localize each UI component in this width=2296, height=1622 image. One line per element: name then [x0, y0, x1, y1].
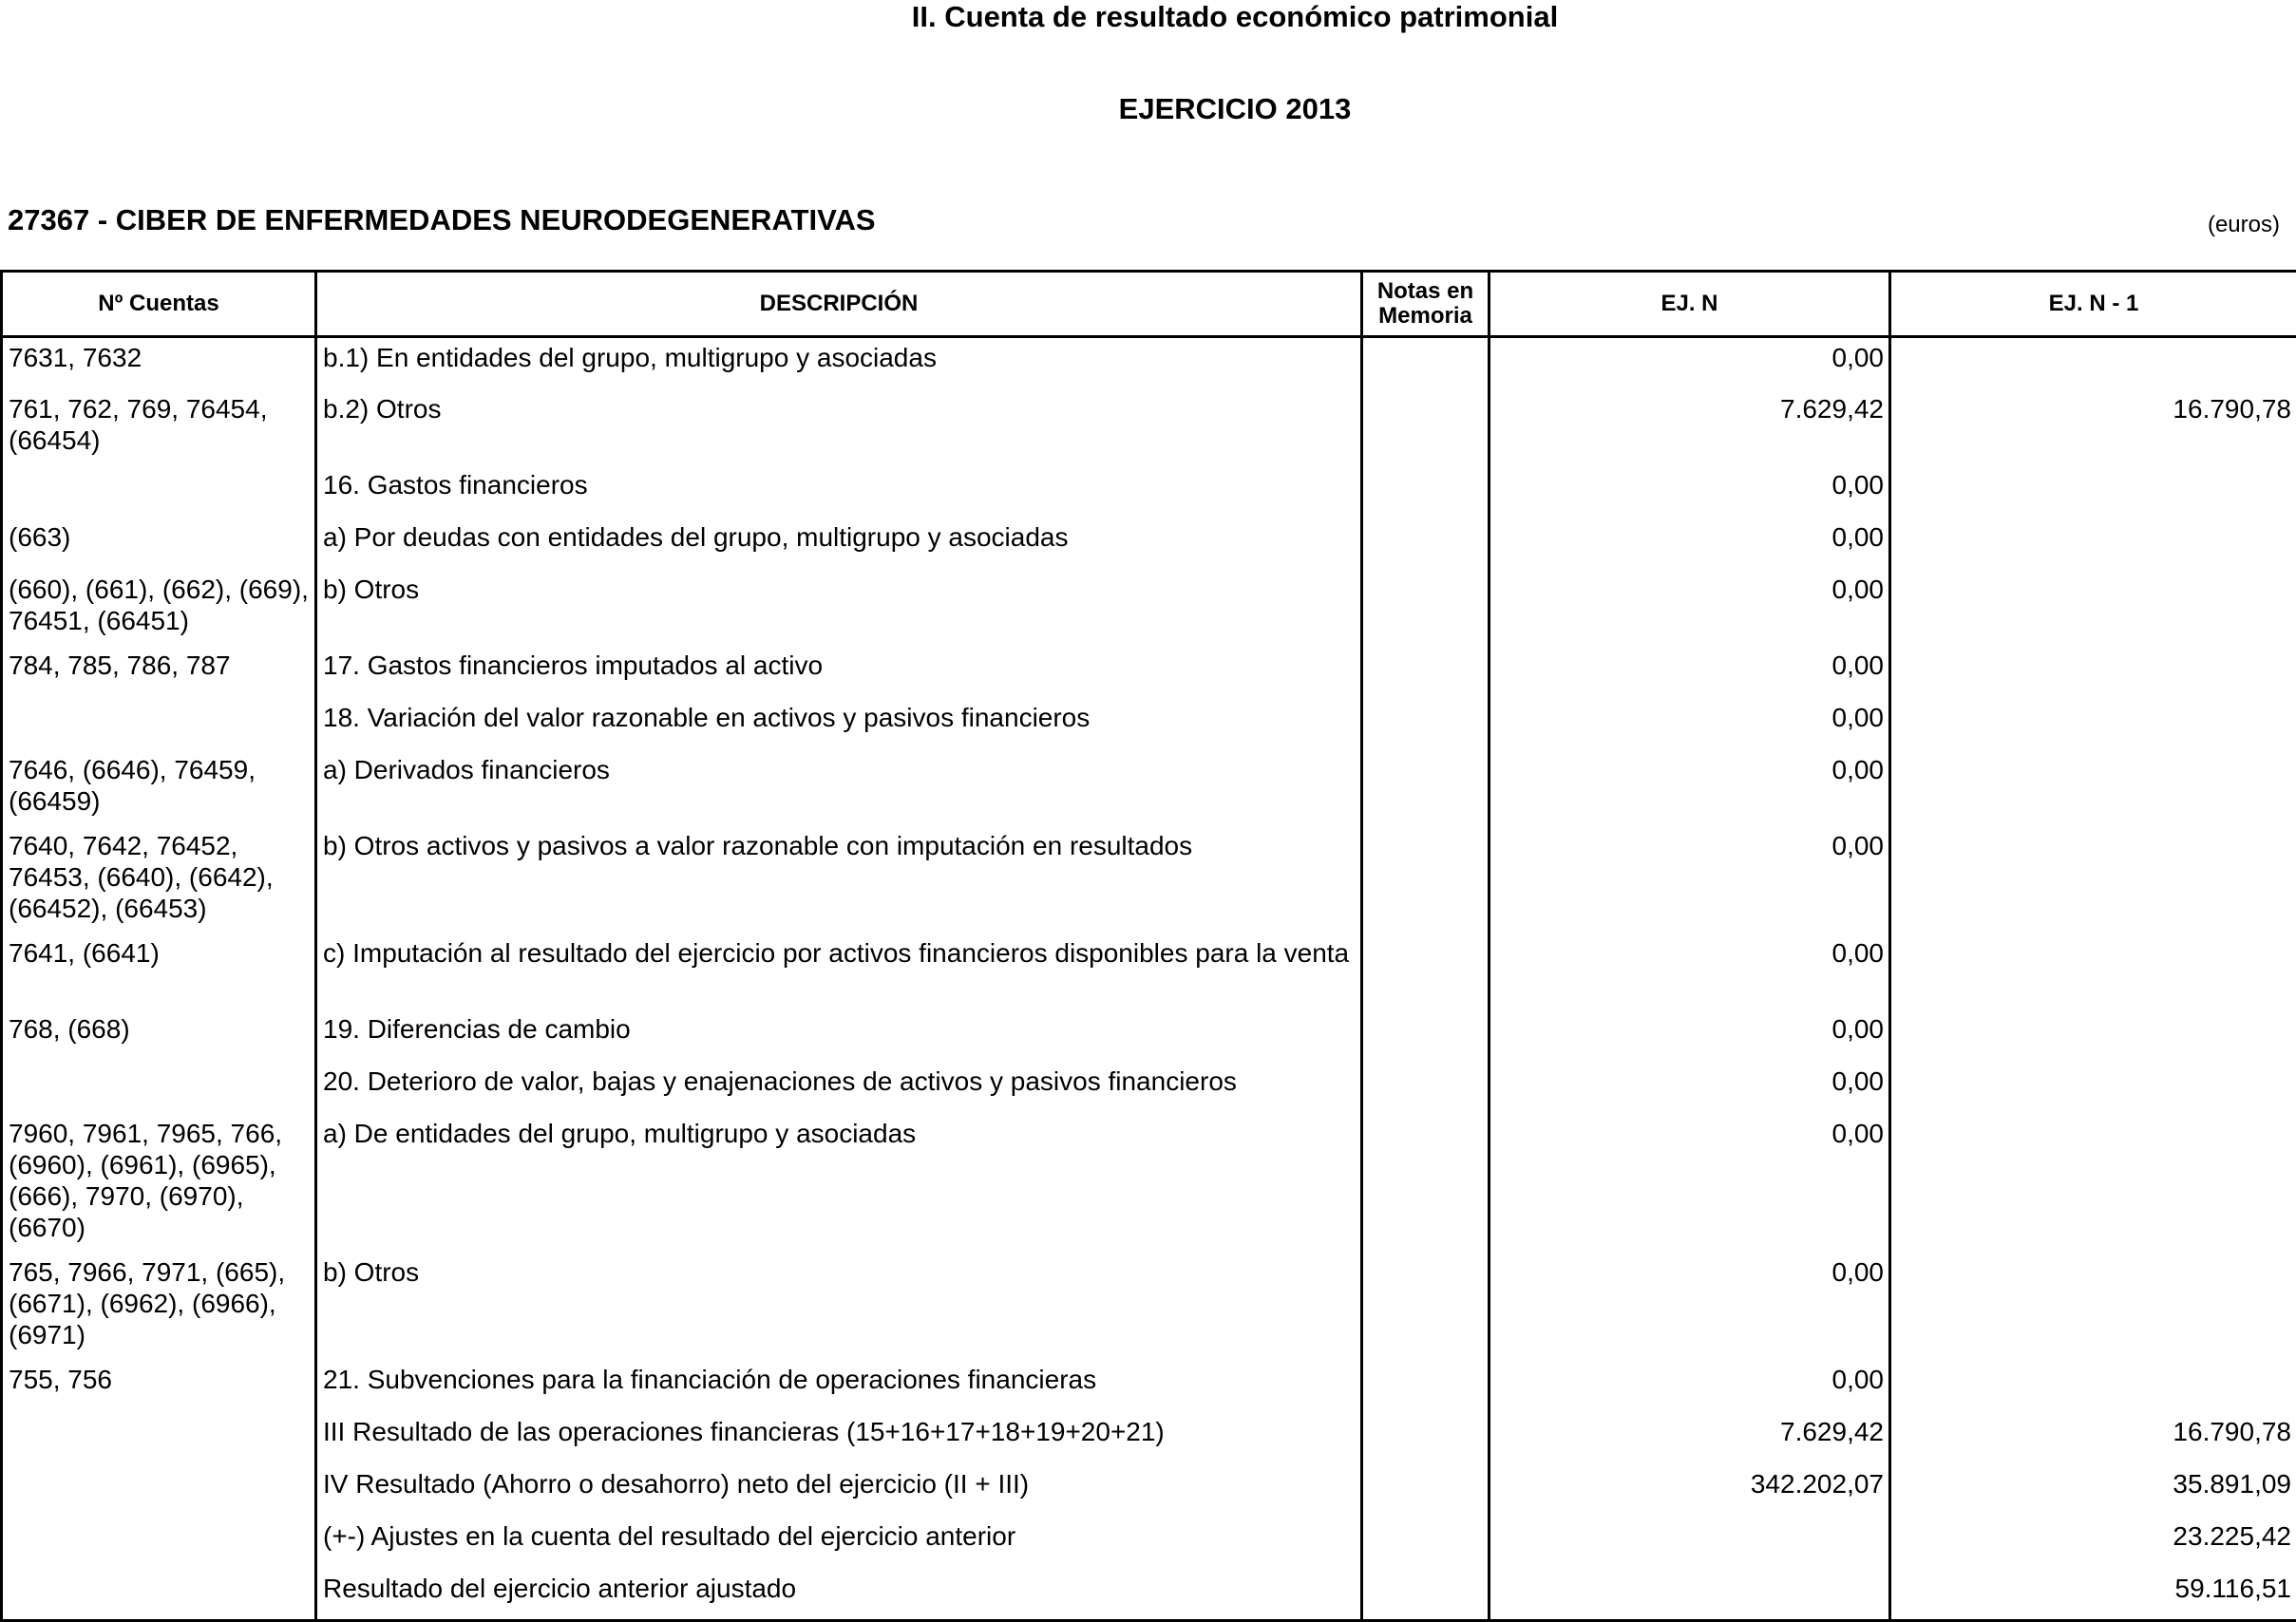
fiscal-year: EJERCICIO 2013: [0, 92, 2296, 126]
cell-cuentas: 7646, (6646), 76459, (66459): [2, 750, 316, 826]
cell-cuentas: [2, 1464, 316, 1517]
cell-cuentas: [2, 698, 316, 750]
cell-notas: [1362, 750, 1490, 826]
currency-units: (euros): [2208, 212, 2280, 238]
cell-notas: [1362, 389, 1490, 465]
cell-notas: [1362, 1517, 1490, 1569]
cell-descripcion: 16. Gastos financieros: [316, 465, 1362, 518]
cell-cuentas: 768, (668): [2, 1009, 316, 1062]
cell-notas: [1362, 826, 1490, 934]
cell-ej-n: 0,00: [1490, 518, 1890, 570]
cell-ej-n-1: [1890, 698, 2296, 750]
cell-ej-n: 0,00: [1490, 934, 1890, 1009]
cell-cuentas: 7631, 7632: [2, 337, 316, 389]
cell-descripcion: 17. Gastos financieros imputados al activo: [316, 646, 1362, 698]
cell-ej-n-1: [1890, 1062, 2296, 1114]
table-header-row: [2, 272, 2296, 337]
table-row: [2, 1009, 2296, 1062]
table-row: [2, 465, 2296, 518]
cell-descripcion: III Resultado de las operaciones financieras (15+16+17+18+19+20+21): [316, 1412, 1362, 1464]
cell-cuentas: 7641, (6641): [2, 934, 316, 1009]
entity-name: 27367 - CIBER DE ENFERMEDADES NEURODEGENERATIVAS: [8, 203, 876, 237]
cell-ej-n: 0,00: [1490, 1360, 1890, 1412]
cell-ej-n: 0,00: [1490, 1062, 1890, 1114]
cell-ej-n: 0,00: [1490, 1114, 1890, 1253]
cell-cuentas: [2, 1517, 316, 1569]
cell-cuentas: [2, 465, 316, 518]
cell-ej-n: 7.629,42: [1490, 1412, 1890, 1464]
cell-descripcion: IV Resultado (Ahorro o desahorro) neto del ejercicio (II + III): [316, 1464, 1362, 1517]
table-row: [2, 1464, 2296, 1517]
cell-descripcion: 18. Variación del valor razonable en activos y pasivos financieros: [316, 698, 1362, 750]
cell-notas: [1362, 465, 1490, 518]
cell-ej-n: 0,00: [1490, 826, 1890, 934]
cell-ej-n-1: [1890, 465, 2296, 518]
cell-descripcion: b) Otros: [316, 570, 1362, 646]
cell-notas: [1362, 1569, 1490, 1621]
cell-ej-n-1: [1890, 750, 2296, 826]
cell-ej-n-1: [1890, 934, 2296, 1009]
table-row: [2, 1360, 2296, 1412]
cell-ej-n-1: [1890, 518, 2296, 570]
column-header-cuentas: Nº Cuentas: [2, 272, 316, 337]
cell-ej-n: 0,00: [1490, 570, 1890, 646]
cell-ej-n-1: 16.790,78: [1890, 389, 2296, 465]
cell-cuentas: [2, 1062, 316, 1114]
cell-ej-n: [1490, 1569, 1890, 1621]
cell-ej-n: [1490, 1517, 1890, 1569]
cell-notas: [1362, 1464, 1490, 1517]
table-row: [2, 698, 2296, 750]
table-row: [2, 1569, 2296, 1621]
cell-ej-n: 0,00: [1490, 1253, 1890, 1360]
cell-descripcion: (+-) Ajustes en la cuenta del resultado del ejercicio anterior: [316, 1517, 1362, 1569]
cell-notas: [1362, 1009, 1490, 1062]
cell-notas: [1362, 570, 1490, 646]
table-row: [2, 1412, 2296, 1464]
table-row: [2, 518, 2296, 570]
cell-ej-n-1: 35.891,09: [1890, 1464, 2296, 1517]
cell-ej-n: 0,00: [1490, 750, 1890, 826]
cell-ej-n-1: [1890, 337, 2296, 389]
cell-cuentas: 765, 7966, 7971, (665), (6671), (6962), (6966), (6971): [2, 1253, 316, 1360]
table-row: [2, 389, 2296, 465]
cell-notas: [1362, 1062, 1490, 1114]
cell-cuentas: [2, 1569, 316, 1621]
cell-ej-n: 342.202,07: [1490, 1464, 1890, 1517]
cell-descripcion: Resultado del ejercicio anterior ajustado: [316, 1569, 1362, 1621]
cell-ej-n: 0,00: [1490, 1009, 1890, 1062]
cell-cuentas: 7960, 7961, 7965, 766, (6960), (6961), (6965), (666), 7970, (6970), (6670): [2, 1114, 316, 1253]
cell-ej-n-1: 59.116,51: [1890, 1569, 2296, 1621]
cell-ej-n: 0,00: [1490, 337, 1890, 389]
cell-notas: [1362, 646, 1490, 698]
cell-descripcion: c) Imputación al resultado del ejercicio por activos financieros disponibles para la venta: [316, 934, 1362, 1009]
table-row: [2, 1253, 2296, 1360]
cell-ej-n-1: [1890, 1253, 2296, 1360]
table-row: [2, 934, 2296, 1009]
table-row: [2, 570, 2296, 646]
cell-descripcion: b) Otros: [316, 1253, 1362, 1360]
table-row: [2, 1517, 2296, 1569]
cell-notas: [1362, 518, 1490, 570]
cell-cuentas: 761, 762, 769, 76454, (66454): [2, 389, 316, 465]
cell-notas: [1362, 1114, 1490, 1253]
cell-descripcion: 21. Subvenciones para la financiación de operaciones financieras: [316, 1360, 1362, 1412]
column-header-ej-n: EJ. N: [1490, 272, 1890, 337]
cell-ej-n-1: [1890, 646, 2296, 698]
column-header-notas: Notas en Memoria: [1362, 272, 1490, 337]
cell-descripcion: a) De entidades del grupo, multigrupo y asociadas: [316, 1114, 1362, 1253]
document-title: II. Cuenta de resultado económico patrimonial: [0, 0, 2296, 34]
cell-ej-n-1: [1890, 570, 2296, 646]
cell-descripcion: a) Por deudas con entidades del grupo, multigrupo y asociadas: [316, 518, 1362, 570]
table-row: [2, 750, 2296, 826]
cell-ej-n: 0,00: [1490, 646, 1890, 698]
cell-descripcion: 20. Deterioro de valor, bajas y enajenaciones de activos y pasivos financieros: [316, 1062, 1362, 1114]
table-row: [2, 826, 2296, 934]
cell-cuentas: (660), (661), (662), (669), 76451, (66451): [2, 570, 316, 646]
cell-descripcion: 19. Diferencias de cambio: [316, 1009, 1362, 1062]
cell-ej-n-1: [1890, 1114, 2296, 1253]
table-row: [2, 646, 2296, 698]
cell-notas: [1362, 1412, 1490, 1464]
cell-ej-n-1: [1890, 826, 2296, 934]
cell-cuentas: [2, 1412, 316, 1464]
table-row: [2, 337, 2296, 389]
cell-cuentas: 784, 785, 786, 787: [2, 646, 316, 698]
cell-ej-n: 0,00: [1490, 465, 1890, 518]
cell-cuentas: (663): [2, 518, 316, 570]
cell-ej-n-1: 16.790,78: [1890, 1412, 2296, 1464]
cell-descripcion: a) Derivados financieros: [316, 750, 1362, 826]
cell-descripcion: b) Otros activos y pasivos a valor razonable con imputación en resultados: [316, 826, 1362, 934]
cell-notas: [1362, 1253, 1490, 1360]
cell-notas: [1362, 1360, 1490, 1412]
cell-ej-n: 0,00: [1490, 698, 1890, 750]
cell-ej-n-1: [1890, 1009, 2296, 1062]
cell-ej-n-1: 23.225,42: [1890, 1517, 2296, 1569]
results-table: [0, 270, 2296, 1622]
column-header-descripcion: DESCRIPCIÓN: [316, 272, 1362, 337]
cell-notas: [1362, 337, 1490, 389]
cell-ej-n: 7.629,42: [1490, 389, 1890, 465]
cell-ej-n-1: [1890, 1360, 2296, 1412]
cell-notas: [1362, 698, 1490, 750]
column-header-ej-n-1: EJ. N - 1: [1890, 272, 2296, 337]
cell-cuentas: 7640, 7642, 76452, 76453, (6640), (6642), (66452), (66453): [2, 826, 316, 934]
cell-descripcion: b.1) En entidades del grupo, multigrupo y asociadas: [316, 337, 1362, 389]
table-row: [2, 1062, 2296, 1114]
cell-notas: [1362, 934, 1490, 1009]
cell-descripcion: b.2) Otros: [316, 389, 1362, 465]
cell-cuentas: 755, 756: [2, 1360, 316, 1412]
table-row: [2, 1114, 2296, 1253]
